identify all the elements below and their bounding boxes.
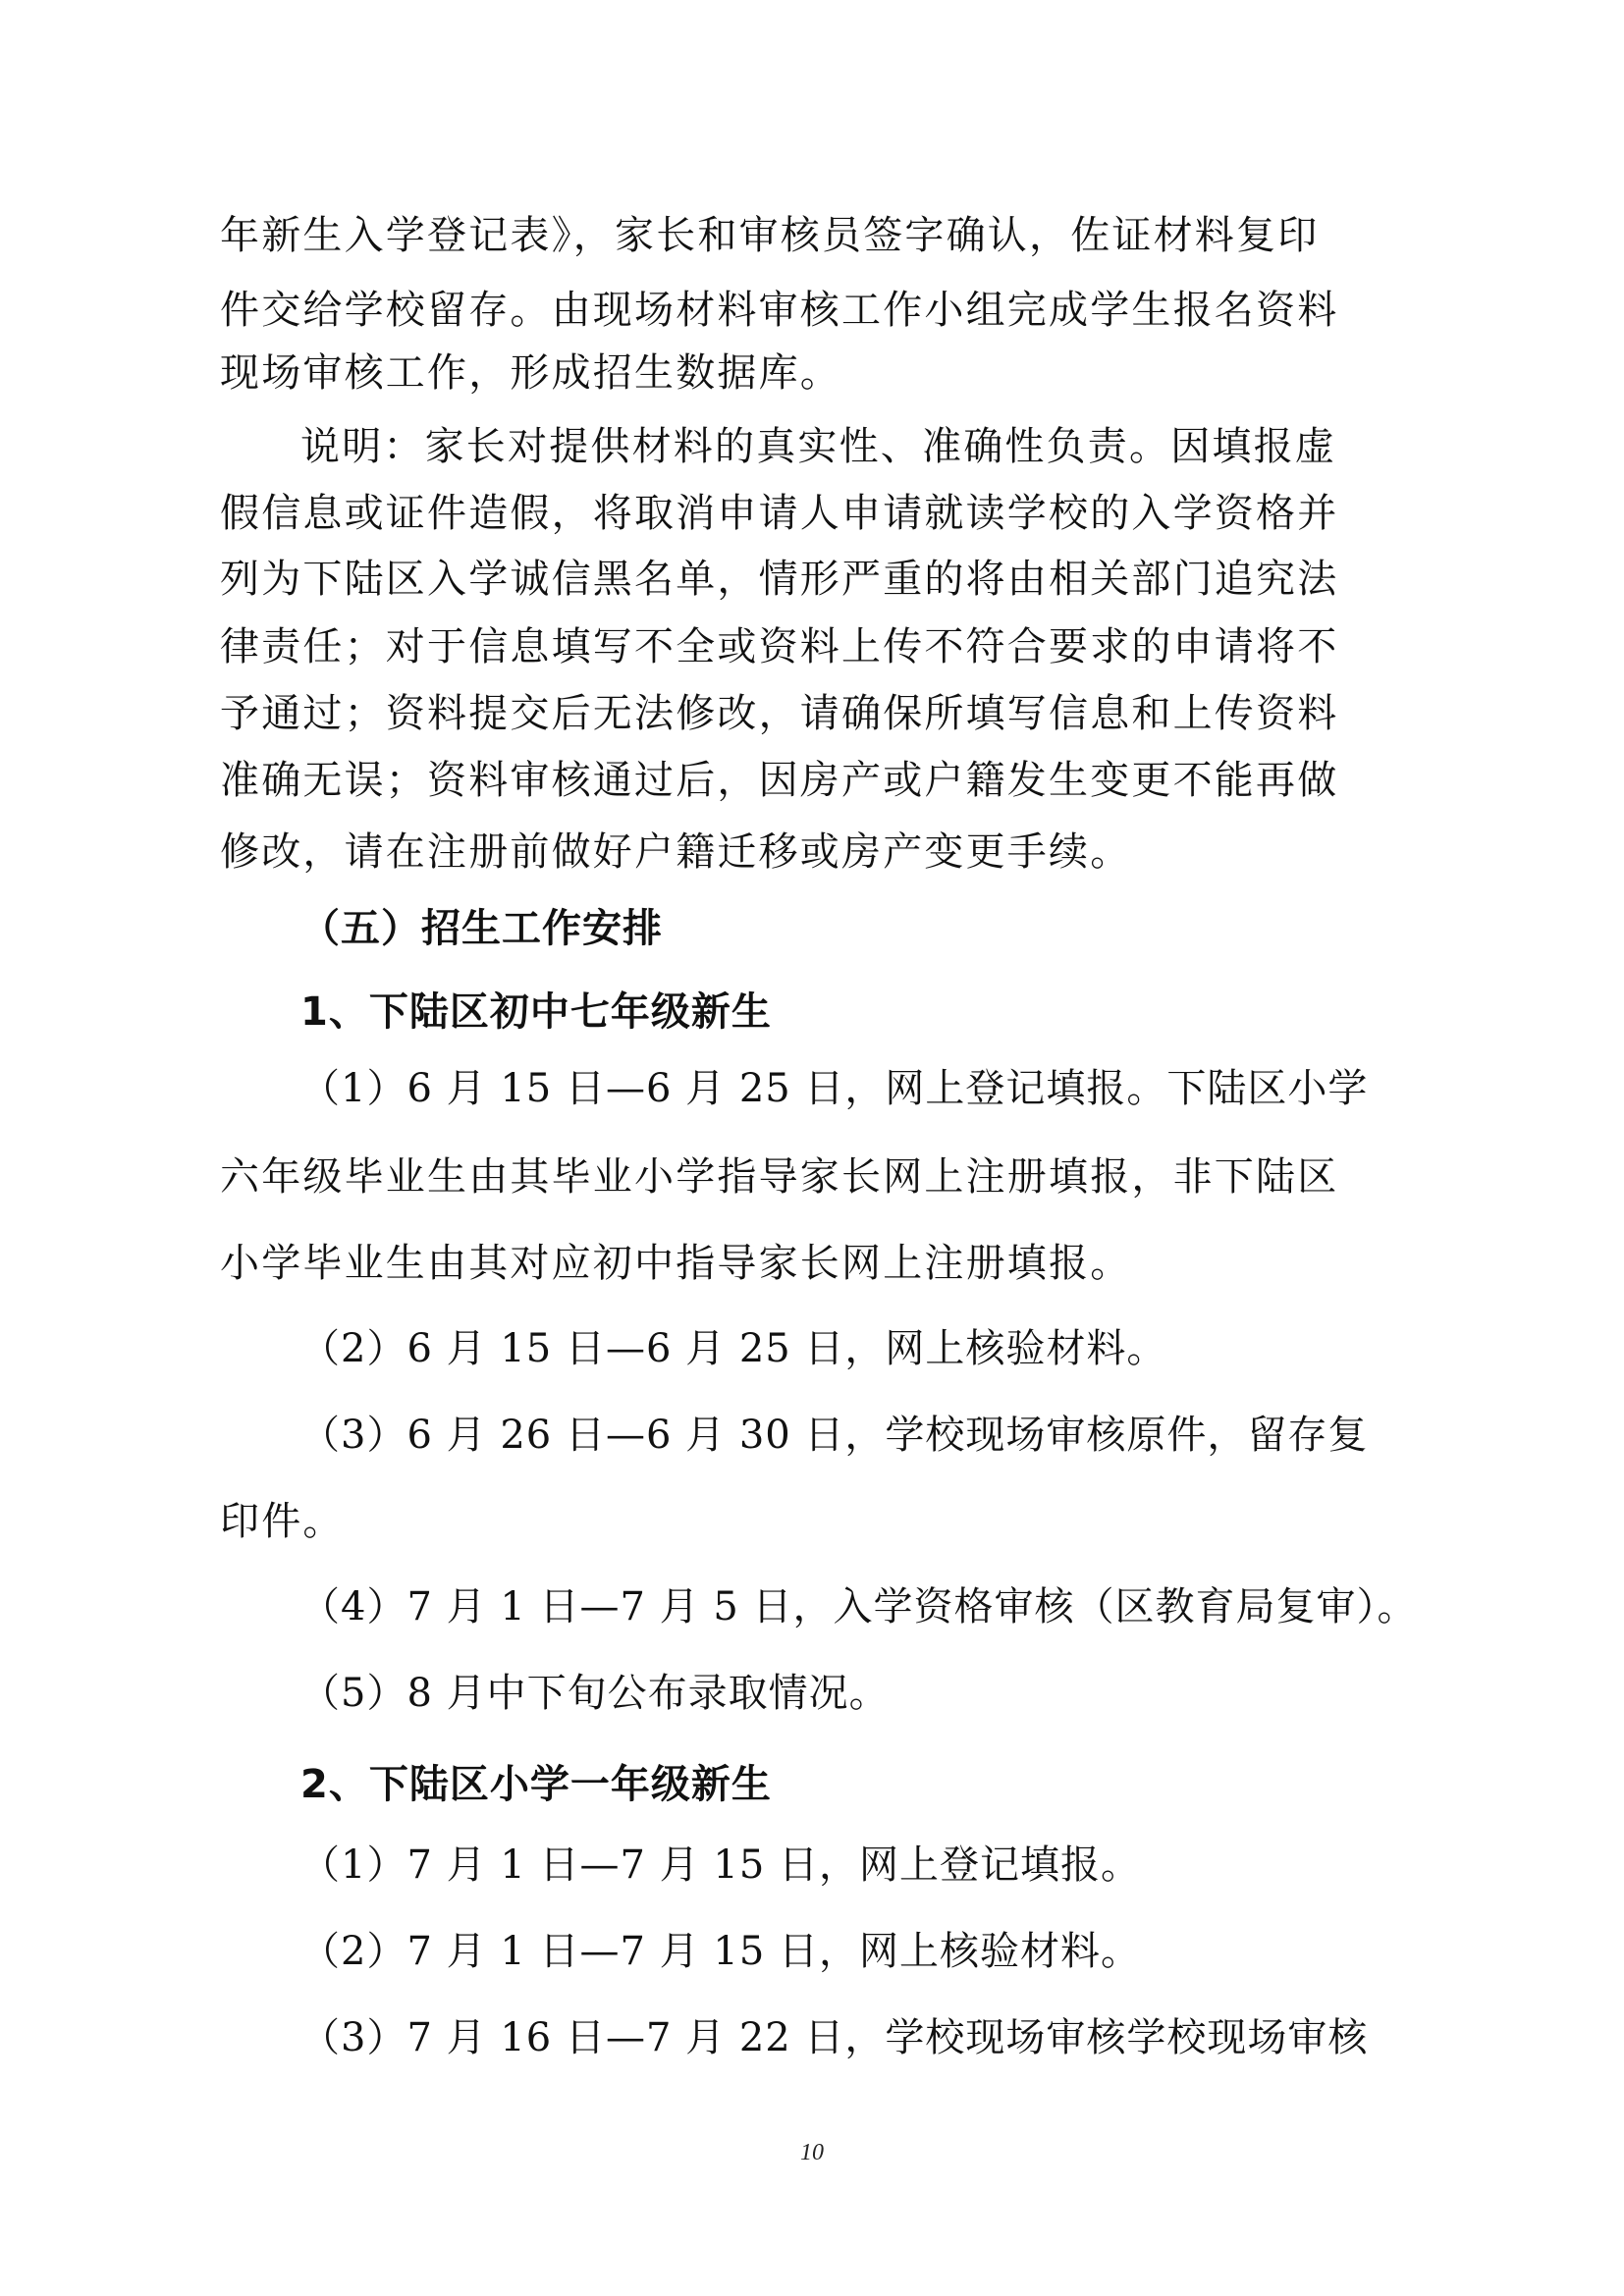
note-paragraph-line: 修改，请在注册前做好户籍迁移或房产变更手续。 — [220, 829, 1132, 875]
subsection-heading: 1、下陆区初中七年级新生 — [300, 989, 772, 1035]
schedule-line: 六年级毕业生由其毕业小学指导家长网上注册填报，非下陆区 — [220, 1154, 1339, 1200]
schedule-line: （1）6 月 15 日—6 月 25 日，网上登记填报。下陆区小学 — [300, 1066, 1369, 1111]
schedule-line: （3）7 月 16 日—7 月 22 日，学校现场审核学校现场审核 — [300, 2015, 1369, 2060]
paragraph-line: 件交给学校留存。由现场材料审核工作小组完成学生报名资料 — [220, 288, 1339, 333]
paragraph-line: 现场审核工作，形成招生数据库。 — [220, 350, 841, 396]
note-paragraph-line: 予通过；资料提交后无法修改，请确保所填写信息和上传资料 — [220, 691, 1339, 736]
note-paragraph-line: 准确无误；资料审核通过后，因房产或户籍发生变更不能再做 — [220, 758, 1339, 803]
note-paragraph-line: 说明：家长对提供材料的真实性、准确性负责。因填报虚 — [300, 424, 1336, 469]
page-number: 10 — [800, 2140, 824, 2165]
schedule-line: 小学毕业生由其对应初中指导家长网上注册填报。 — [220, 1241, 1132, 1286]
note-paragraph-line: 假信息或证件造假，将取消申请人申请就读学校的入学资格并 — [220, 491, 1339, 536]
subsection-heading: 2、下陆区小学一年级新生 — [300, 1762, 772, 1807]
paragraph-line: 年新生入学登记表》，家长和审核员签字确认，佐证材料复印 — [220, 213, 1320, 258]
note-paragraph-line: 律责任；对于信息填写不全或资料上传不符合要求的申请将不 — [220, 624, 1339, 669]
schedule-line: （2）6 月 15 日—6 月 25 日，网上核验材料。 — [300, 1326, 1167, 1371]
section-heading: （五）招生工作安排 — [300, 906, 663, 951]
schedule-line: （5）8 月中下旬公布录取情况。 — [300, 1671, 890, 1716]
schedule-line: （4）7 月 1 日—7 月 5 日，入学资格审核（区教育局复审）。 — [300, 1584, 1418, 1629]
schedule-line: （2）7 月 1 日—7 月 15 日，网上核验材料。 — [300, 1929, 1141, 1974]
schedule-line: （1）7 月 1 日—7 月 15 日，网上登记填报。 — [300, 1842, 1141, 1888]
note-paragraph-line: 列为下陆区入学诚信黑名单，情形严重的将由相关部门追究法 — [220, 557, 1339, 602]
schedule-line: （3）6 月 26 日—6 月 30 日，学校现场审核原件，留存复 — [300, 1413, 1369, 1458]
schedule-line: 印件。 — [220, 1499, 345, 1544]
